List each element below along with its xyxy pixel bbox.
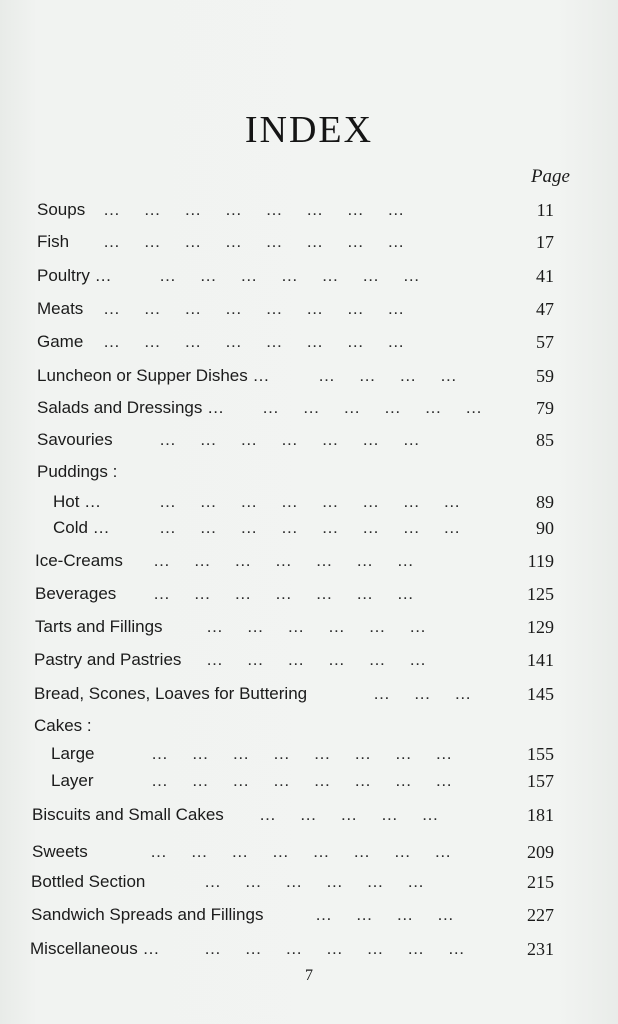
index-entry [0,650,618,678]
leader-dots: … … … … … … … [159,266,420,285]
entry-label: Bread, Scones, Loaves for Buttering [34,684,308,703]
entry-page-number: 90 [536,518,554,538]
entry-label: Miscellaneous … [30,939,160,958]
index-entry [0,872,618,900]
leader-dots: … … … … … … [206,650,427,669]
index-entry [0,200,618,228]
entry-label: Biscuits and Small Cakes [32,805,224,824]
leader-dots: … … … … … … … … [150,842,452,861]
leader-dots: … … … … … … [204,872,425,891]
page-title: INDEX [244,109,374,151]
entry-label: Pastry and Pastries [34,650,182,669]
entry-page-number: 11 [536,200,554,220]
leader-dots: … … … … [315,905,454,924]
leader-dots: … … … … … … … … [159,518,461,537]
entry-label: Layer [51,771,94,790]
entry-page-number: 47 [536,299,554,319]
index-entry [0,462,618,490]
index-entry [0,905,618,933]
leader-dots: … … … … … … … … [103,232,405,251]
index-entry [0,492,618,520]
entry-label: Fish [37,232,70,251]
leader-dots: … … … [373,684,472,703]
index-entry [0,398,618,426]
leader-dots: … … … … … … … … [151,744,453,763]
entry-label: Meats [37,299,84,318]
leader-dots: … … … … … [259,805,439,824]
entry-label: Puddings : [37,462,118,481]
index-entry [0,518,618,546]
index-entry [0,617,618,645]
leader-dots: … … … … … … … [153,584,414,603]
index-entry [0,584,618,612]
entry-page-number: 89 [536,492,554,512]
entry-label: Tarts and Fillings [35,617,163,636]
entry-label: Savouries [37,430,113,449]
entry-page-number: 17 [536,232,554,252]
index-entry [0,366,618,394]
entry-page-number: 119 [527,551,554,571]
entry-page-number: 231 [527,939,554,959]
index-entry [0,299,618,327]
index-entry [0,842,618,870]
index-entry [0,430,618,458]
leader-dots: … … … … … … … [204,939,465,958]
entry-page-number: 129 [527,617,554,637]
entry-page-number: 79 [536,398,554,418]
entry-label: Hot … [53,492,102,511]
leader-dots: … … … … … … [262,398,483,417]
entry-label: Cold … [53,518,110,537]
entry-page-number: 209 [527,842,554,862]
entry-label: Salads and Dressings … [37,398,225,417]
entry-page-number: 215 [527,872,554,892]
entry-page-number: 41 [536,266,554,286]
leader-dots: … … … … … … … … [103,332,405,351]
entry-page-number: 57 [536,332,554,352]
leader-dots: … … … … … … … [159,430,420,449]
entry-page-number: 227 [527,905,554,925]
index-entry [0,332,618,360]
entry-page-number: 125 [527,584,554,604]
leader-dots: … … … … … … [206,617,427,636]
entry-label: Bottled Section [31,872,146,891]
entry-label: Sweets [32,842,88,861]
entry-label: Sandwich Spreads and Fillings [31,905,264,924]
entry-label: Soups [37,200,86,219]
leader-dots: … … … … … … … [153,551,414,570]
index-entry [0,684,618,712]
index-entry [0,551,618,579]
entry-page-number: 157 [527,771,554,791]
entry-label: Poultry … [37,266,112,285]
leader-dots: … … … … … … … … [151,771,453,790]
index-entry [0,266,618,294]
entry-label: Large [51,744,95,763]
entry-label: Game [37,332,84,351]
index-entry [0,771,618,799]
entry-page-number: 85 [536,430,554,450]
index-entry [0,232,618,260]
leader-dots: … … … … … … … … [103,200,405,219]
entry-label: Luncheon or Supper Dishes … [37,366,270,385]
index-entry [0,744,618,772]
leader-dots: … … … … … … … … [159,492,461,511]
index-entry [0,716,618,744]
leader-dots: … … … … … … … … [103,299,405,318]
page-number: 7 [305,967,313,984]
entry-label: Ice-Creams [35,551,123,570]
entry-page-number: 141 [527,650,554,670]
entry-page-number: 181 [527,805,554,825]
page-column-label: Page [530,166,570,187]
entry-page-number: 155 [527,744,554,764]
entry-page-number: 59 [536,366,554,386]
index-entry [0,939,618,967]
leader-dots: … … … … [318,366,457,385]
index-entry [0,805,618,833]
entry-label: Beverages [35,584,117,603]
entry-label: Cakes : [34,716,92,735]
entry-page-number: 145 [527,684,554,704]
